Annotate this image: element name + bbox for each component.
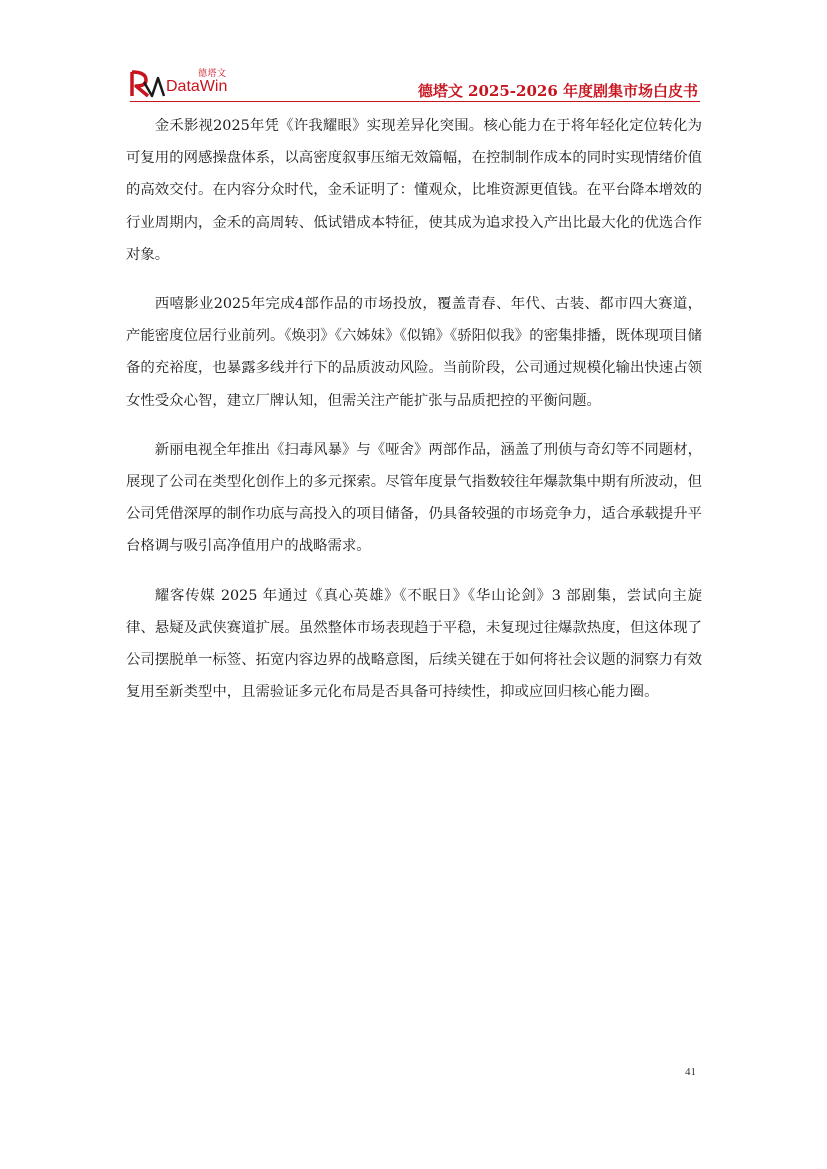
datawin-logo xyxy=(130,66,240,102)
page-number: 41 xyxy=(685,1066,696,1078)
page-header xyxy=(130,66,700,102)
document-title: 德塔文 2025-2026 年度剧集市场白皮书 xyxy=(417,82,698,100)
paragraph-xixi: 西嘻影业2025年完成4部作品的市场投放，覆盖青春、年代、古装、都市四大赛道，产能密度位居行业前列。《焕羽》《六姊妹》《似锦》《骄阳似我》的密集排播，既体现项目储备的充裕度，也暴露多线并行下的品质波动风险。当前阶段，公司通过规模化输出快速占领女性受众心智，建立厂牌认知，但需关注产能扩张与品质把控的平衡问题。 xyxy=(126,296,702,409)
logo-english-text: DataWin xyxy=(166,78,228,95)
paragraph-yaoke: 耀客传媒 2025 年通过《真心英雄》《不眠日》《华山论剑》3 部剧集，尝试向主旋律、悬疑及武侠赛道扩展。虽然整体市场表现趋于平稳，未复现过往爆款热度，但这体现了公司摆脱单一标签、拓宽内容边界的战略意图，后续关键在于如何将社会议题的洞察力有效复用至新类型中，且需验证多元化布局是否具备可持续性，抑或应回归核心能力圈。 xyxy=(126,587,702,701)
paragraph-jinhe: 金禾影视2025年凭《许我耀眼》实现差异化突围。核心能力在于将年轻化定位转化为可复用的网感操盘体系，以高密度叙事压缩无效篇幅，在控制制作成本的同时实现情绪价值的高效交付。在内容分众时代，金禾证明了：懂观众，比堆资源更值钱。在平台降本增效的行业周期内，金禾的高周转、低试错成本特征，使其成为追求投入产出比最大化的优选合作对象。 xyxy=(126,118,702,263)
datawin-logo-mark-icon xyxy=(130,70,166,98)
paragraph-xinli: 新丽电视全年推出《扫毒风暴》与《哑舍》两部作品，涵盖了刑侦与奇幻等不同题材，展现了公司在类型化创作上的多元探索。尽管年度景气指数较往年爆款集中期有所波动，但公司凭借深厚的制作功底与高投入的项目储备，仍具备较强的市场竞争力，适合承载提升平台格调与吸引高净值用户的战略需求。 xyxy=(126,441,702,555)
body-text xyxy=(126,110,702,725)
logo-chinese-text: 德塔文 xyxy=(198,69,227,79)
header-divider xyxy=(130,101,700,102)
